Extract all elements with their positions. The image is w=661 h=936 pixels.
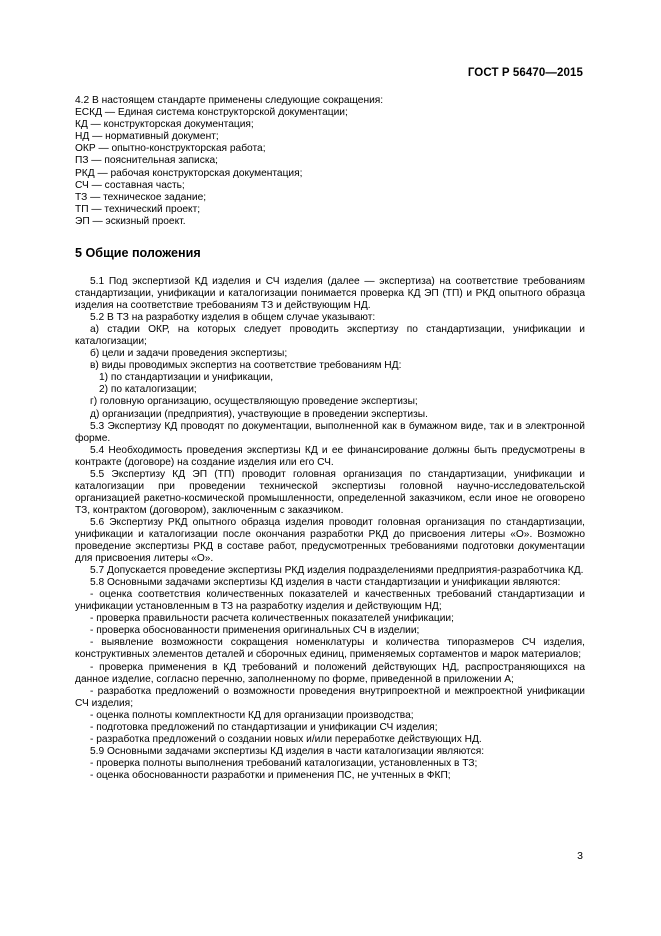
section-body (75, 276, 585, 782)
paragraph-5-2: 5.2 В ТЗ на разработку изделия в общем случае указывают: (90, 312, 376, 324)
abbreviation-item: КД — конструкторская документация; (75, 119, 254, 131)
list-item: - разработка предложений о создании новых и/или переработке действующих НД. (90, 733, 482, 745)
paragraph-5-2-v-1: 1) по стандартизации и унификации, (99, 372, 274, 384)
list-item: - подготовка предложений по стандартизации и унификации СЧ изделия; (90, 721, 438, 733)
paragraph-5-2-v-2: 2) по каталогизации; (99, 384, 197, 396)
paragraph-5-3: 5.3 Экспертизу КД проводят по документации, выполненной как в бумажном виде, так и в электронной форме. (75, 420, 585, 444)
page-number: 3 (577, 850, 583, 862)
list-item: - оценка полноты комплектности КД для организации производства; (90, 709, 414, 721)
list-item: - оценка соответствия количественных показателей и качественных требований стандартизации и унификации установленным в ТЗ на разработку изделия и действующим НД; (75, 589, 585, 613)
list-item: - разработка предложений о возможности проведения внутрипроектной и межпроектной унификации СЧ изделия; (75, 685, 585, 709)
paragraph-5-2-a: а) стадии ОКР, на которых следует проводить экспертизу по стандартизации, унификации и каталогизации; (75, 324, 585, 348)
abbreviations-block (75, 95, 585, 228)
list-item: - проверка обоснованности применения оригинальных СЧ в изделии; (90, 625, 420, 637)
paragraph-5-7: 5.7 Допускается проведение экспертизы РКД изделия подразделениями предприятия-разработчика КД. (90, 565, 584, 577)
abbreviation-item: СЧ — составная часть; (75, 179, 185, 191)
list-item: - проверка правильности расчета количественных показателей унификации; (90, 613, 454, 625)
document-header: ГОСТ Р 56470—2015 (467, 67, 583, 79)
paragraph-5-6: 5.6 Экспертизу РКД опытного образца изделия проводит головная организация по стандартизации, унификации и каталогизации после окончания разработки РКД до присвоения литеры «О». Возможно проведение экспертизы РКД в составе работ, предусмотренных требованиями подготовки документации для присвоения литеры «О». (75, 516, 585, 565)
paragraph-5-2-d: д) организации (предприятия), участвующие в проведении экспертизы. (90, 408, 428, 420)
paragraph-5-4: 5.4 Необходимость проведения экспертизы КД и ее финансирование должны быть предусмотрены в контракте (договоре) на создание изделия или его СЧ. (75, 444, 585, 468)
abbreviation-item: ОКР — опытно-конструкторская работа; (75, 143, 266, 155)
paragraph-5-8: 5.8 Основными задачами экспертизы КД изделия в части стандартизации и унификации являются: (90, 577, 561, 589)
paragraph-5-9: 5.9 Основными задачами экспертизы КД изделия в части каталогизации являются: (90, 745, 485, 757)
paragraph-5-5: 5.5 Экспертизу КД ЭП (ТП) проводит головная организация по стандартизации, унификации и каталогизации при проведении технической экспертизы головной научно-исследовательской организацией ракетно-космической промышленности, определенной заказчиком, если иное не оговорено ТЗ, контрактом (договором), заключенным с заказчиком. (75, 468, 585, 516)
abbreviation-item: ЕСКД — Единая система конструкторской документации; (75, 107, 348, 119)
abbreviation-item: РКД — рабочая конструкторская документация; (75, 167, 303, 179)
list-item: - проверка применения в КД требований и положений действующих НД, распространяющихся на данное изделие, согласно перечню, заполненному по форме, приведенной в приложении А; (75, 661, 585, 685)
list-item: - оценка обоснованности разработки и применения ПС, не учтенных в ФКП; (90, 769, 451, 781)
abbreviations-intro: 4.2 В настоящем стандарте применены следующие сокращения: (75, 95, 384, 106)
section-title: 5 Общие положения (75, 246, 201, 260)
abbreviation-item: ПЗ — пояснительная записка; (75, 155, 219, 167)
list-item: - выявление возможности сокращения номенклатуры и количества типоразмеров СЧ изделия, конструктивных элементов деталей и сборочных единиц, применяемых сортаментов и марок материалов; (75, 637, 585, 661)
abbreviation-item: ЭП — эскизный проект. (75, 215, 186, 227)
paragraph-5-2-g: г) головную организацию, осуществляющую проведение экспертизы; (90, 396, 418, 408)
paragraph-5-2-b: б) цели и задачи проведения экспертизы; (90, 348, 288, 360)
paragraph-5-2-v: в) виды проводимых экспертиз на соответствие требованиям НД: (90, 360, 402, 372)
abbreviation-item: ТП — технический проект; (75, 203, 201, 215)
list-item: - проверка полноты выполнения требований каталогизации, установленных в ТЗ; (90, 757, 478, 769)
paragraph-5-1: 5.1 Под экспертизой КД изделия и СЧ изделия (далее — экспертиза) на соответствие требованиям стандартизации, унификации и каталогизации понимается проверка КД ЭП (ТП) и РКД опытного образца изделия на соответствие требованиям ТЗ и действующим НД. (75, 276, 585, 312)
abbreviation-item: НД — нормативный документ; (75, 131, 219, 143)
abbreviation-item: ТЗ — техническое задание; (75, 191, 207, 203)
